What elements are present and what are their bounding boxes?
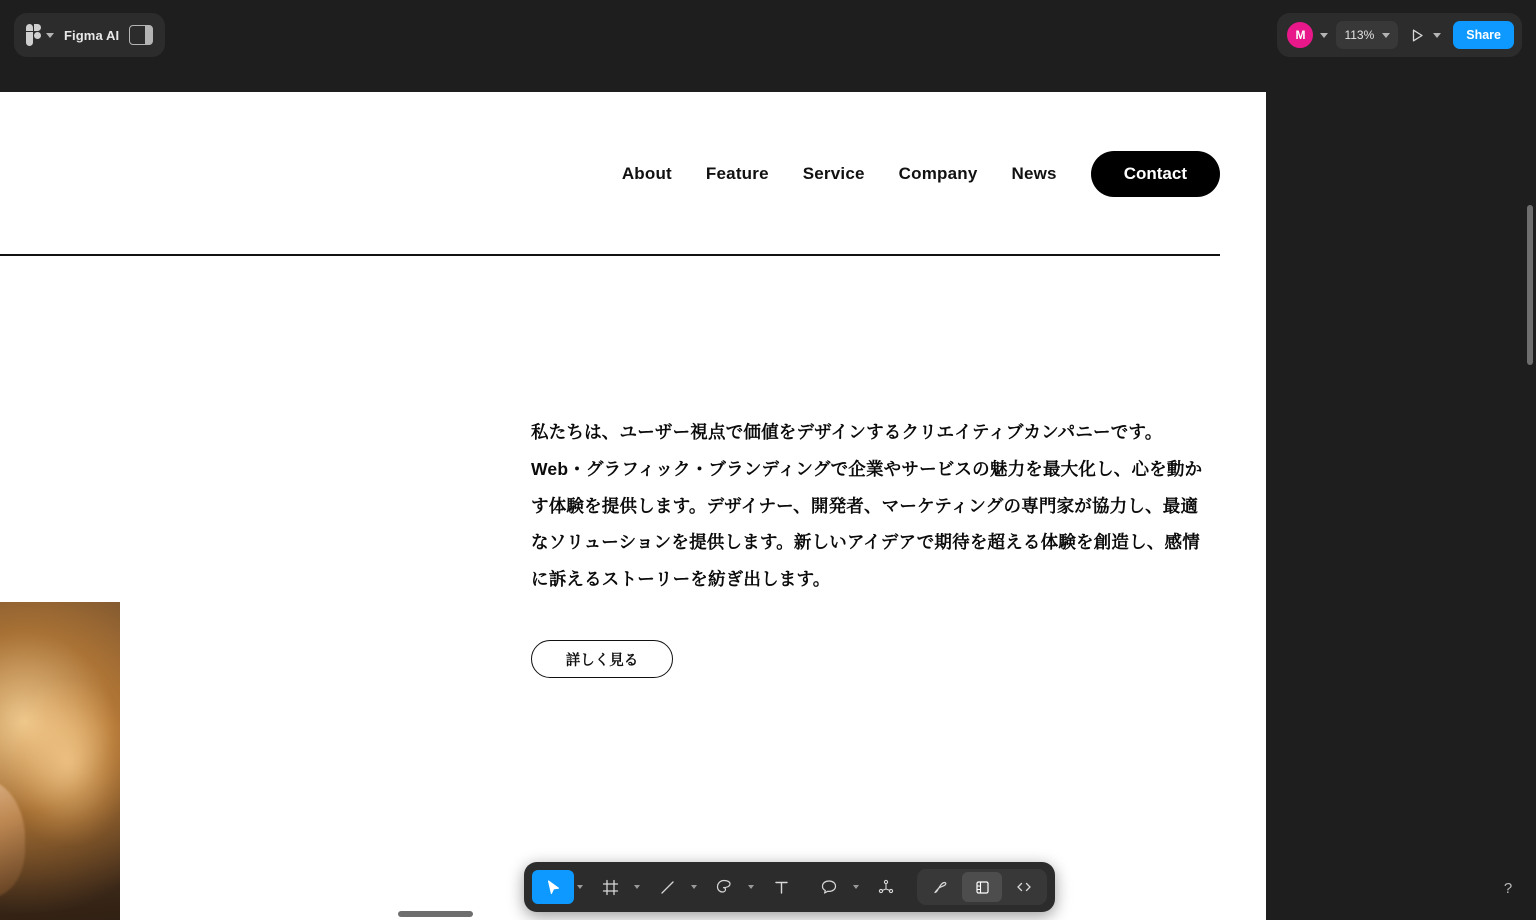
- design-canvas[interactable]: [0, 70, 1536, 920]
- chevron-down-icon[interactable]: [691, 885, 697, 889]
- frame-icon[interactable]: [589, 870, 631, 904]
- top-right-controls: [1277, 13, 1522, 57]
- pen-icon[interactable]: [703, 870, 745, 904]
- pen-tool-group: [703, 870, 758, 904]
- file-menu-pill: [14, 13, 165, 57]
- avatar-group[interactable]: [1285, 20, 1328, 50]
- code-icon[interactable]: [1004, 872, 1044, 902]
- nav-link-about[interactable]: About: [621, 164, 672, 183]
- cursor-icon[interactable]: [532, 870, 574, 904]
- present-control[interactable]: [1406, 28, 1445, 43]
- chevron-down-icon[interactable]: [853, 885, 859, 889]
- side-panel-icon[interactable]: [129, 25, 153, 45]
- hero-image: [0, 602, 120, 920]
- frame-tool-group: [589, 870, 644, 904]
- move-tool-group: [532, 870, 587, 904]
- actions-tool-group: [865, 870, 911, 904]
- chevron-down-icon[interactable]: [1433, 33, 1441, 38]
- chevron-down-icon[interactable]: [634, 885, 640, 889]
- nav-divider: [0, 254, 1220, 256]
- figma-logo-icon: [26, 24, 41, 46]
- text-icon[interactable]: [760, 870, 802, 904]
- zoom-level-label: 113%: [1344, 28, 1375, 42]
- measure-icon[interactable]: [962, 872, 1002, 902]
- avatar[interactable]: M: [1285, 20, 1315, 50]
- chevron-down-icon[interactable]: [1382, 33, 1390, 38]
- horizontal-scrollbar[interactable]: [398, 911, 473, 917]
- pencil-icon[interactable]: [920, 872, 960, 902]
- nav-link-company[interactable]: Company: [898, 164, 978, 183]
- chevron-down-icon[interactable]: [46, 33, 54, 38]
- nav-contact-button[interactable]: Contact: [1091, 151, 1220, 197]
- shape-tool-group: [646, 870, 701, 904]
- share-button[interactable]: Share: [1453, 21, 1514, 49]
- site-navigation: [0, 144, 1266, 204]
- nav-link-news[interactable]: News: [1011, 164, 1057, 183]
- help-button[interactable]: ?: [1503, 879, 1513, 897]
- chevron-down-icon[interactable]: [577, 885, 583, 889]
- hero-title: [0, 392, 255, 552]
- comment-tool-group: [808, 870, 863, 904]
- play-icon[interactable]: [1410, 28, 1425, 43]
- figma-menu-button[interactable]: [26, 24, 54, 46]
- vertical-scrollbar[interactable]: [1527, 205, 1533, 365]
- chevron-down-icon[interactable]: [748, 885, 754, 889]
- artboard-frame[interactable]: [0, 92, 1266, 920]
- top-toolbar: [0, 0, 1536, 70]
- hero-image-glow: [8, 682, 121, 842]
- zoom-control[interactable]: [1336, 21, 1398, 49]
- line-icon[interactable]: [646, 870, 688, 904]
- sparkle-icon[interactable]: [865, 870, 907, 904]
- text-tool-group: [760, 870, 806, 904]
- bottom-toolbar: [524, 862, 1055, 912]
- chevron-down-icon[interactable]: [1320, 33, 1328, 38]
- nav-link-feature[interactable]: Feature: [705, 164, 769, 183]
- nav-link-service[interactable]: Service: [802, 164, 865, 183]
- file-name-label[interactable]: Figma AI: [64, 27, 120, 43]
- dev-mode-tools: [917, 869, 1047, 905]
- comment-icon[interactable]: [808, 870, 850, 904]
- hero-body-text: 私たちは、ユーザー視点で価値をデザインするクリエイティブカンパニーです。Web・グラフィック・ブランディングで企業やサービスの魅力を最大化し、心を動かす体験を提供します。デザイナー、開発者、マーケティングの専門家が協力し、最適なソリューションを提供します。新しいアイデアで期待を超える体験を創造し、感情に訴えるストーリーを紡ぎ出します。: [531, 422, 1203, 589]
- more-details-button[interactable]: 詳しく見る: [531, 640, 673, 678]
